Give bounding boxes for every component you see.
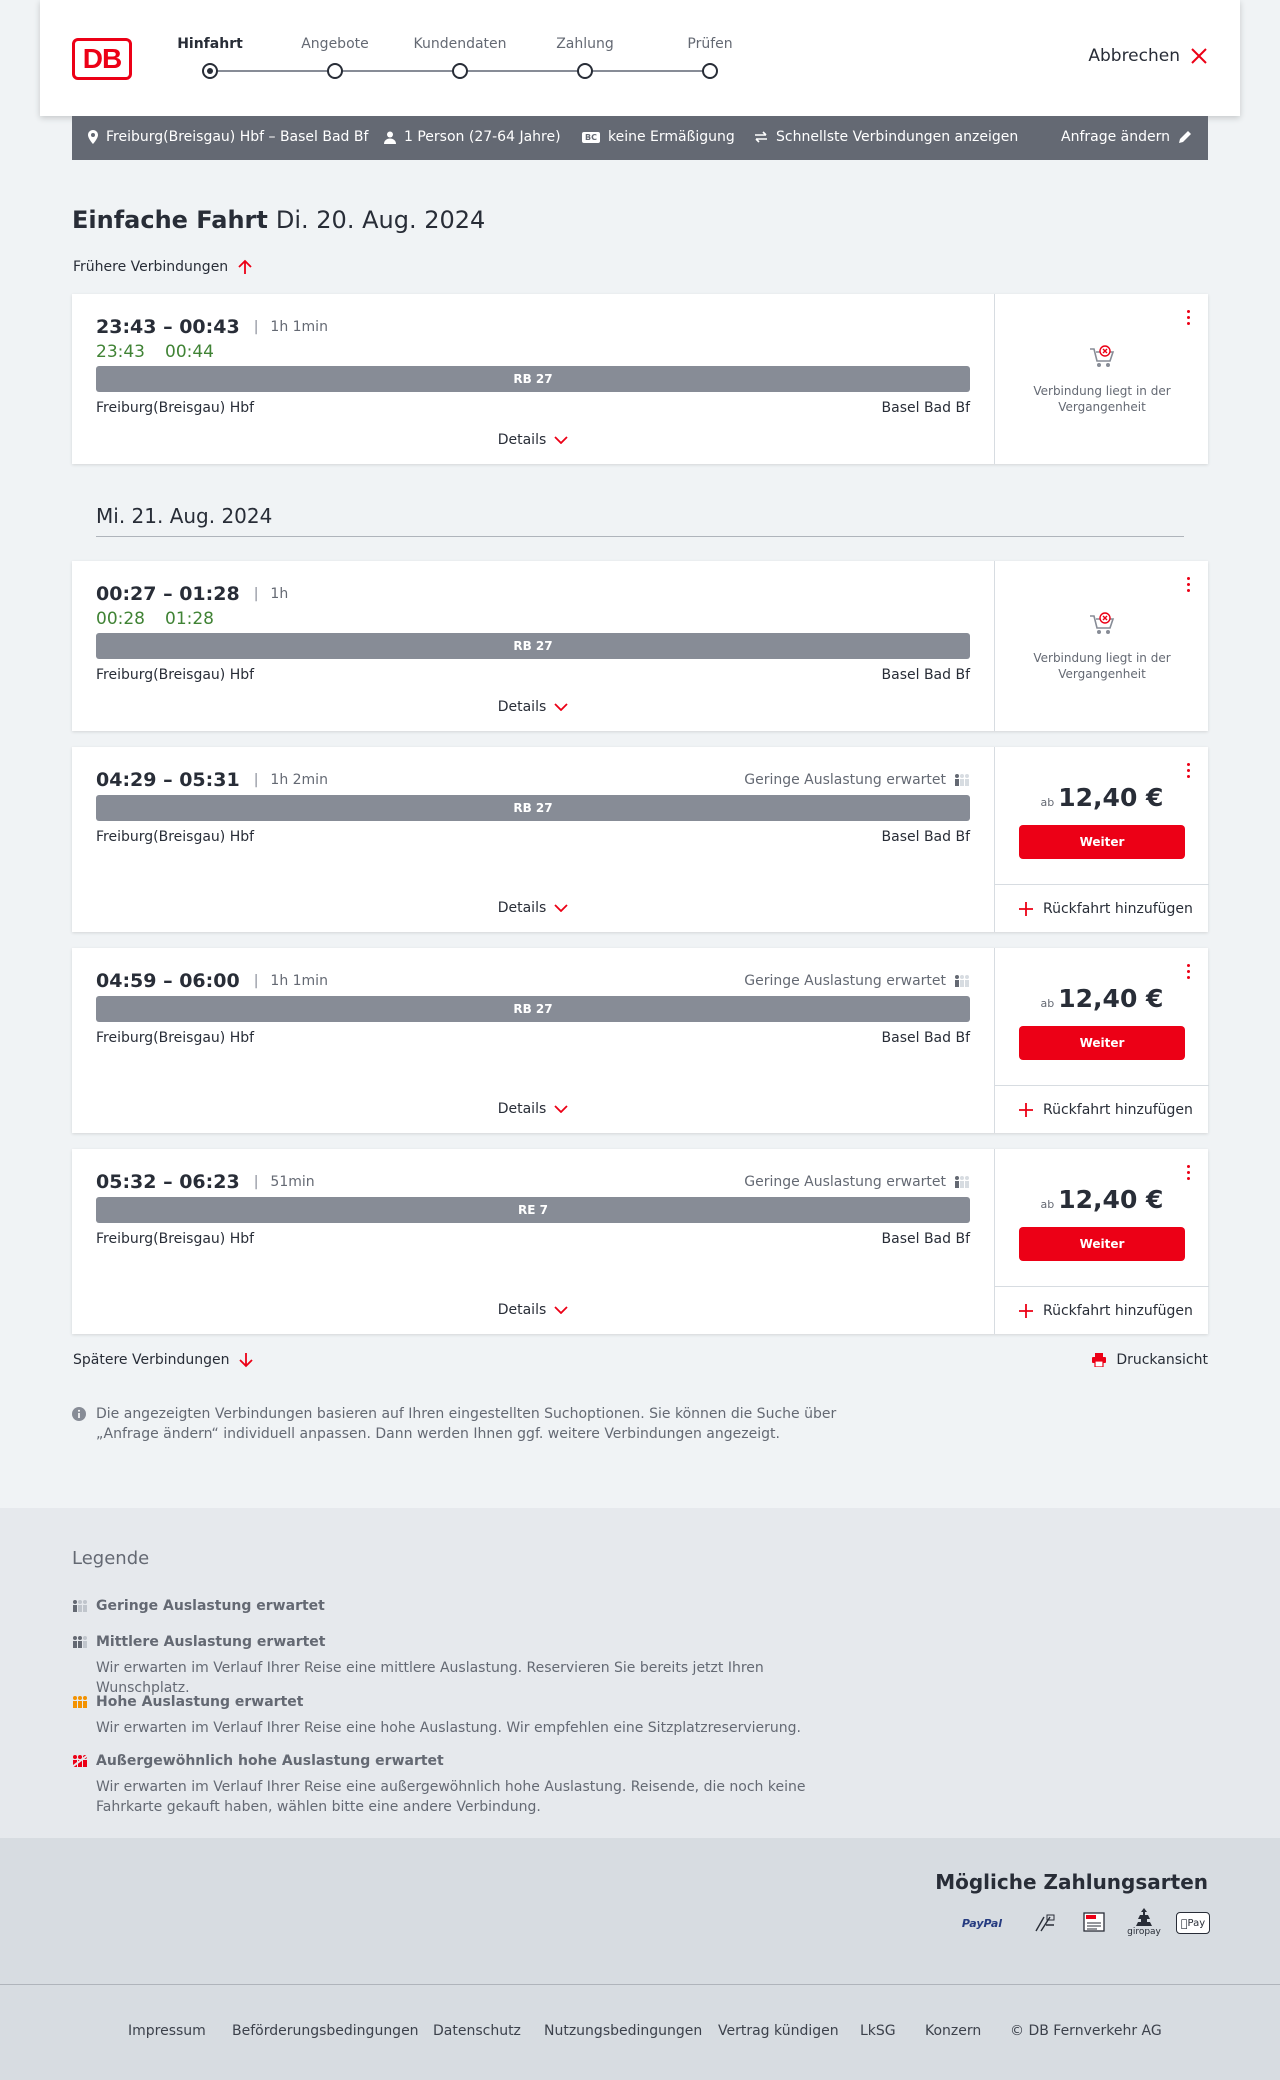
train-bar[interactable]: RB 27 xyxy=(96,996,970,1022)
apple-pay-text: Pay xyxy=(1184,1917,1202,1929)
person-icon xyxy=(384,131,396,144)
earlier-connections-link[interactable] xyxy=(73,259,252,275)
connection-card xyxy=(72,1149,1208,1334)
occupancy-text: Geringe Auslastung erwartet xyxy=(744,1174,946,1190)
separator: | xyxy=(253,319,259,335)
connection-times xyxy=(96,316,328,338)
connection-status-panel xyxy=(994,561,1208,731)
occupancy-indicator xyxy=(744,772,970,788)
bahncard-icon: BC xyxy=(582,132,600,143)
occupancy-indicator xyxy=(744,973,970,989)
route-summary xyxy=(88,129,368,145)
offer-panel xyxy=(994,747,1208,932)
train-bar[interactable]: RE 7 xyxy=(96,1197,970,1223)
cart-unavailable-icon xyxy=(1088,343,1116,371)
legend-item-description: Wir erwarten im Verlauf Ihrer Reise eine hohe Auslastung. Wir empfehlen eine Sitzplatzreservierung. xyxy=(96,1720,801,1736)
origin-station: Freiburg(Breisgau) Hbf xyxy=(96,400,255,416)
step-dot-hinfahrt xyxy=(202,63,218,79)
later-connections-link[interactable] xyxy=(73,1352,253,1368)
connection-card xyxy=(72,948,1208,1133)
plus-icon xyxy=(1019,1304,1033,1318)
plus-icon xyxy=(1019,902,1033,916)
payment-methods-section xyxy=(0,1838,1280,1984)
chevron-down-icon xyxy=(554,904,568,912)
connection-main xyxy=(72,747,994,932)
legend-title: Legende xyxy=(72,1548,150,1569)
occupancy-text: Geringe Auslastung erwartet xyxy=(744,973,946,989)
day-separator-line xyxy=(96,536,1184,537)
apple-pay-icon xyxy=(1176,1912,1210,1934)
occupancy-medium-icon xyxy=(72,1636,88,1648)
price-prefix: ab xyxy=(1040,1198,1055,1211)
departure-arrival-times: 05:32 – 06:23 xyxy=(96,1171,240,1193)
paypal-text: PayPal xyxy=(961,1916,1003,1930)
step-label-zahlung: Zahlung xyxy=(556,36,614,52)
past-connection-notice xyxy=(995,294,1209,464)
swap-arrows-icon xyxy=(754,131,768,143)
add-return-button[interactable] xyxy=(995,884,1209,932)
price-prefix: ab xyxy=(1040,997,1055,1010)
realtime-departure: 23:43 xyxy=(96,342,145,362)
separator: | xyxy=(253,973,259,989)
cancel-button[interactable] xyxy=(1088,46,1208,66)
more-options-icon[interactable] xyxy=(1182,761,1194,779)
payment-methods-title: Mögliche Zahlungsarten xyxy=(935,1870,1208,1894)
db-logo[interactable]: DB xyxy=(72,38,132,80)
day-separator-label: Mi. 21. Aug. 2024 xyxy=(96,504,273,528)
earlier-connections-label: Frühere Verbindungen xyxy=(73,259,229,275)
add-return-label: Rückfahrt hinzufügen xyxy=(1043,1101,1193,1118)
persons-text: 1 Person (27-64 Jahre) xyxy=(404,129,561,145)
query-summary-bar xyxy=(72,116,1208,160)
occupancy-low-icon xyxy=(954,975,970,987)
details-label: Details xyxy=(497,432,547,448)
step-dot-pruefen xyxy=(702,63,718,79)
legend-item-description: Wir erwarten im Verlauf Ihrer Reise eine mittlere Auslastung. Reservieren Sie bereits jetzt Ihren Wunschplatz. xyxy=(96,1660,764,1696)
chevron-down-icon xyxy=(554,703,568,711)
chevron-down-icon xyxy=(554,436,568,444)
duration: 1h 1min xyxy=(270,319,328,335)
fastest-label: Schnellste Verbindungen anzeigen xyxy=(776,129,1019,145)
footer-link-impressum[interactable]: Impressum xyxy=(128,2023,206,2039)
duration: 1h 1min xyxy=(270,973,328,989)
giropay-text: giropay xyxy=(1127,1927,1161,1937)
connection-times xyxy=(96,769,328,791)
price-value: 12,40 € xyxy=(1058,783,1164,812)
legend-section xyxy=(0,1508,1280,1838)
legend-item-medium xyxy=(72,1634,856,1698)
continue-button[interactable]: Weiter xyxy=(1019,825,1185,859)
arrow-up-icon xyxy=(238,259,252,275)
step-label-hinfahrt: Hinfahrt xyxy=(177,36,243,52)
giropay-icon xyxy=(1124,1904,1164,1940)
booking-header xyxy=(40,0,1240,116)
legend-item-low xyxy=(72,1598,325,1614)
chevron-down-icon xyxy=(554,1105,568,1113)
destination-station: Basel Bad Bf xyxy=(881,1231,970,1247)
continue-button[interactable]: Weiter xyxy=(1019,1026,1185,1060)
price-value: 12,40 € xyxy=(1058,984,1164,1013)
train-bar[interactable]: RB 27 xyxy=(96,633,970,659)
step-label-angebote: Angebote xyxy=(301,36,369,52)
cancel-label: Abbrechen xyxy=(1088,46,1180,66)
step-label-pruefen: Prüfen xyxy=(687,36,733,52)
footer-link-vertrag-kuendigen[interactable]: Vertrag kündigen xyxy=(718,2023,839,2039)
realtime-departure: 00:28 xyxy=(96,609,145,629)
separator: | xyxy=(253,586,259,602)
footer xyxy=(0,1984,1280,2080)
print-view-link[interactable] xyxy=(1092,1352,1208,1368)
add-return-label: Rückfahrt hinzufügen xyxy=(1043,1302,1193,1319)
details-label: Details xyxy=(497,699,547,715)
separator: | xyxy=(253,772,259,788)
destination-station: Basel Bad Bf xyxy=(881,400,970,416)
departure-arrival-times: 04:59 – 06:00 xyxy=(96,970,240,992)
change-request-label: Anfrage ändern xyxy=(1061,129,1170,145)
occupancy-low-icon xyxy=(954,1176,970,1188)
footer-link-konzern[interactable]: Konzern xyxy=(925,2023,982,2039)
realtime-arrival: 00:44 xyxy=(165,342,214,362)
realtime-times xyxy=(96,342,234,362)
step-dot-kundendaten xyxy=(452,63,468,79)
add-return-button[interactable] xyxy=(995,1085,1209,1133)
connection-main xyxy=(72,1149,994,1334)
plus-icon xyxy=(1019,1103,1033,1117)
discount-text: keine Ermäßigung xyxy=(607,129,735,145)
realtime-times xyxy=(96,609,234,629)
arrow-down-icon xyxy=(239,1352,253,1368)
train-bar[interactable]: RB 27 xyxy=(96,795,970,821)
persons-summary xyxy=(384,129,561,145)
train-bar[interactable]: RB 27 xyxy=(96,366,970,392)
later-connections-label: Spätere Verbindungen xyxy=(73,1352,230,1368)
duration: 1h 2min xyxy=(270,772,328,788)
pencil-icon xyxy=(1178,130,1192,144)
discount-summary xyxy=(582,129,735,145)
price-value: 12,40 € xyxy=(1058,1185,1164,1214)
connection-status-panel xyxy=(994,294,1208,464)
close-icon xyxy=(1190,47,1208,65)
occupancy-low-icon xyxy=(72,1600,88,1612)
connection-times xyxy=(96,970,328,992)
destination-station: Basel Bad Bf xyxy=(881,829,970,845)
duration: 51min xyxy=(270,1174,315,1190)
separator: | xyxy=(253,1174,259,1190)
route-text: Freiburg(Breisgau) Hbf – Basel Bad Bf xyxy=(106,129,369,145)
credit-card-icon xyxy=(1030,1910,1060,1936)
offer-panel xyxy=(994,1149,1208,1334)
occupancy-low-icon xyxy=(954,774,970,786)
sepa-icon xyxy=(1080,1910,1110,1936)
page-title xyxy=(72,206,485,234)
step-label-kundendaten: Kundendaten xyxy=(413,36,507,52)
occupancy-exceptional-icon xyxy=(72,1755,88,1767)
connection-times xyxy=(96,583,288,605)
details-toggle[interactable] xyxy=(72,1101,994,1117)
legend-item-title: Hohe Auslastung erwartet xyxy=(96,1694,304,1710)
printer-icon xyxy=(1092,1353,1106,1367)
legend-item-exceptional xyxy=(72,1753,856,1817)
realtime-arrival: 01:28 xyxy=(165,609,214,629)
duration: 1h xyxy=(270,586,289,602)
connection-card xyxy=(72,294,1208,464)
search-info-text: Die angezeigten Verbindungen basieren auf Ihren eingestellten Suchoptionen. Sie können die Suche über „Anfrage ändern“ individuell anpassen. Dann werden Ihnen ggf. weitere Verbindungen angezeigt. xyxy=(96,1406,837,1442)
trip-type: Einfache Fahrt xyxy=(72,206,268,234)
footer-link-datenschutz[interactable]: Datenschutz xyxy=(433,2023,521,2039)
past-connection-text: Verbindung liegt in der Vergangenheit xyxy=(1033,651,1171,681)
price xyxy=(995,1185,1209,1214)
connection-card xyxy=(72,747,1208,932)
origin-station: Freiburg(Breisgau) Hbf xyxy=(96,1030,255,1046)
info-icon xyxy=(72,1407,86,1421)
departure-arrival-times: 00:27 – 01:28 xyxy=(96,583,240,605)
cart-unavailable-icon xyxy=(1088,610,1116,638)
change-request-button[interactable] xyxy=(1061,129,1192,145)
footer-copyright: © DB Fernverkehr AG xyxy=(1010,2023,1162,2039)
paypal-icon xyxy=(952,1910,1012,1936)
departure-arrival-times: 04:29 – 05:31 xyxy=(96,769,240,791)
footer-link-nutzungsbedingungen[interactable]: Nutzungsbedingungen xyxy=(544,2023,703,2039)
details-label: Details xyxy=(497,1101,547,1117)
price xyxy=(995,783,1209,812)
legend-item-title: Mittlere Auslastung erwartet xyxy=(96,1634,326,1650)
details-label: Details xyxy=(497,900,547,916)
legend-item-high xyxy=(72,1694,856,1738)
connection-main xyxy=(72,294,994,464)
legend-item-title: Außergewöhnlich hohe Auslastung erwartet xyxy=(96,1753,444,1769)
details-label: Details xyxy=(497,1302,547,1318)
search-info-note xyxy=(72,1404,852,1444)
occupancy-indicator xyxy=(744,1174,970,1190)
step-dot-zahlung xyxy=(577,63,593,79)
origin-station: Freiburg(Breisgau) Hbf xyxy=(96,667,255,683)
add-return-label: Rückfahrt hinzufügen xyxy=(1043,900,1193,917)
continue-button[interactable]: Weiter xyxy=(1019,1227,1185,1261)
departure-arrival-times: 23:43 – 00:43 xyxy=(96,316,240,338)
more-options-icon[interactable] xyxy=(1182,1163,1194,1181)
footer-link-lksg[interactable]: LkSG xyxy=(860,2023,896,2039)
legend-item-title: Geringe Auslastung erwartet xyxy=(96,1598,325,1614)
destination-station: Basel Bad Bf xyxy=(881,1030,970,1046)
footer-link-befoerderungsbedingungen[interactable]: Beförderungsbedingungen xyxy=(232,2023,419,2039)
details-toggle[interactable] xyxy=(72,900,994,916)
past-connection-text: Verbindung liegt in der Vergangenheit xyxy=(1033,384,1171,414)
origin-station: Freiburg(Breisgau) Hbf xyxy=(96,829,255,845)
print-view-label: Druckansicht xyxy=(1116,1352,1208,1368)
offer-panel xyxy=(994,948,1208,1133)
occupancy-high-icon xyxy=(72,1696,88,1708)
destination-station: Basel Bad Bf xyxy=(881,667,970,683)
details-toggle[interactable] xyxy=(72,1302,994,1318)
price-prefix: ab xyxy=(1040,796,1055,809)
origin-station: Freiburg(Breisgau) Hbf xyxy=(96,1231,255,1247)
past-connection-notice xyxy=(995,561,1209,731)
connection-main xyxy=(72,561,994,731)
connection-main xyxy=(72,948,994,1133)
step-dot-angebote xyxy=(327,63,343,79)
location-pin-icon xyxy=(88,130,98,144)
connection-card xyxy=(72,561,1208,731)
price xyxy=(995,984,1209,1013)
travel-date: Di. 20. Aug. 2024 xyxy=(275,206,486,234)
details-toggle[interactable] xyxy=(72,699,994,715)
chevron-down-icon xyxy=(554,1306,568,1314)
fastest-toggle[interactable] xyxy=(754,129,1018,145)
add-return-button[interactable] xyxy=(995,1286,1209,1334)
connection-times xyxy=(96,1171,315,1193)
legend-item-description: Wir erwarten im Verlauf Ihrer Reise eine außergewöhnlich hohe Auslastung. Reisende, die noch keine Fahrkarte gekauft haben, wählen bitte eine andere Verbindung. xyxy=(96,1779,806,1815)
occupancy-text: Geringe Auslastung erwartet xyxy=(744,772,946,788)
more-options-icon[interactable] xyxy=(1182,962,1194,980)
details-toggle[interactable] xyxy=(72,432,994,448)
